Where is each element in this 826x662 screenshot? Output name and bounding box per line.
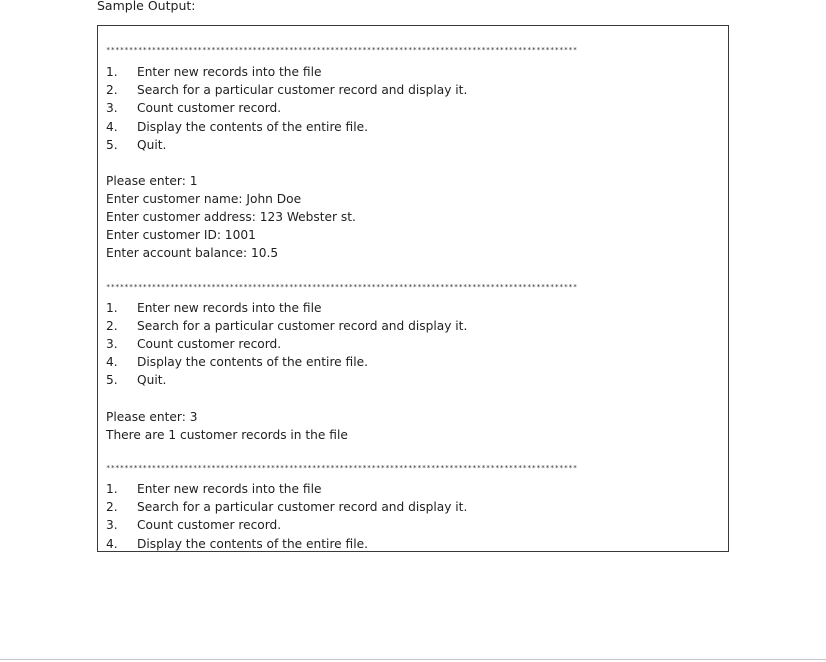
output-line: Enter customer address: 123 Webster st. [106, 210, 356, 224]
separator-line: ******************************************************************************************************* [106, 45, 578, 54]
prompt-line: Please enter: 3 [106, 410, 198, 424]
menu-item: 3. Count customer record. [106, 337, 282, 351]
menu-item: 3. Count customer record. [106, 101, 282, 115]
menu-item: 2. Search for a particular customer record and display it. [106, 83, 468, 97]
menu-item: 1. Enter new records into the file [106, 65, 322, 79]
menu-item: 4. Display the contents of the entire file. [106, 537, 368, 551]
output-line: Enter account balance: 10.5 [106, 246, 279, 260]
menu-item: 2. Search for a particular customer record and display it. [106, 500, 468, 514]
output-line: There are 1 customer records in the file [106, 428, 348, 442]
sample-output-box [97, 25, 729, 552]
sample-output-heading: Sample Output: [97, 0, 196, 13]
prompt-line: Please enter: 1 [106, 174, 198, 188]
separator-line: ******************************************************************************************************* [106, 282, 578, 291]
separator-line: ******************************************************************************************************* [106, 463, 578, 472]
menu-item: 2. Search for a particular customer record and display it. [106, 319, 468, 333]
menu-item: 5. Quit. [106, 373, 167, 387]
menu-item: 1. Enter new records into the file [106, 482, 322, 496]
menu-item: 3. Count customer record. [106, 518, 282, 532]
menu-item: 5. Quit. [106, 138, 167, 152]
output-line: Enter customer ID: 1001 [106, 228, 256, 242]
menu-item: 4. Display the contents of the entire file. [106, 355, 368, 369]
page-bottom-divider [0, 659, 826, 660]
menu-item: 4. Display the contents of the entire file. [106, 120, 368, 134]
menu-item: 1. Enter new records into the file [106, 301, 322, 315]
output-line: Enter customer name: John Doe [106, 192, 302, 206]
